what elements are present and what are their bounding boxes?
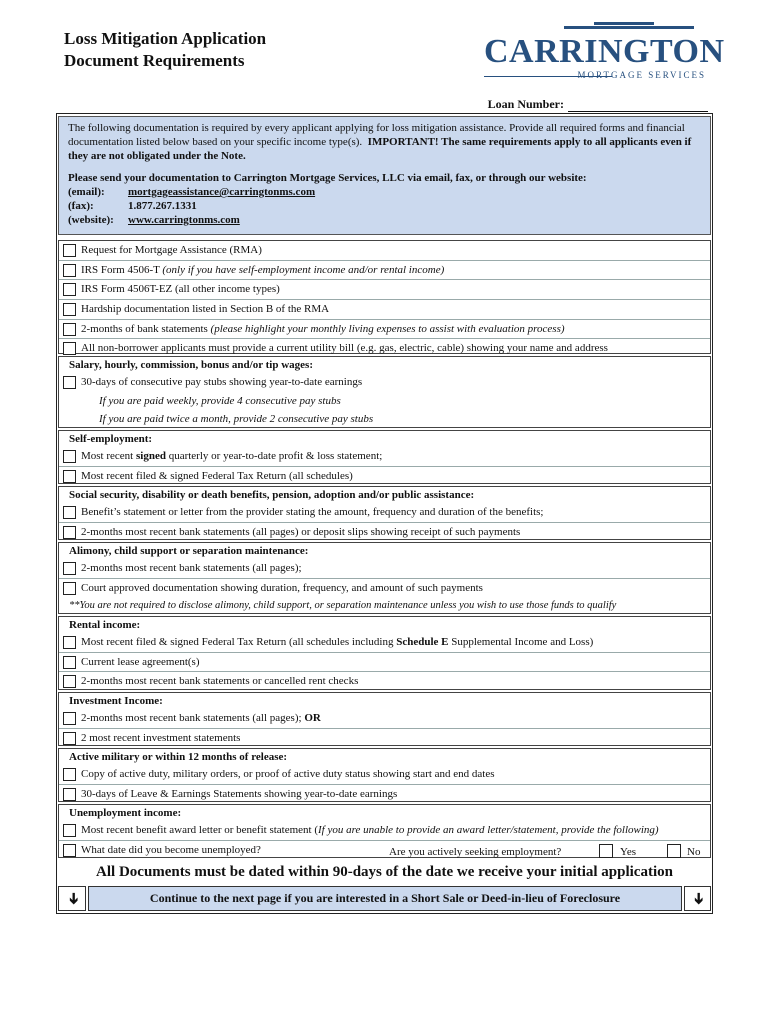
list-item: Current lease agreement(s) [59,653,710,673]
section-header: Rental income: [69,619,141,631]
section-social-security [58,486,711,540]
list-item: Most recent filed & signed Federal Tax Return (all schedules including Schedule E Supplemental Income and Loss) [59,633,710,653]
checkbox[interactable] [63,264,76,277]
carrington-logo [484,26,725,86]
no-checkbox[interactable] [667,844,681,858]
section-unemployment [58,804,711,858]
list-item: 2-months most recent bank statements (all pages) or deposit slips showing receipt of such payments [59,523,710,542]
logo-name: CARRINGTON [484,33,725,70]
checkbox[interactable] [63,712,76,725]
section-military [58,748,711,802]
list-item [59,841,710,860]
list-item: Most recent filed & signed Federal Tax Return (all schedules) [59,467,710,486]
website-label: (website): [68,214,114,226]
loan-number-field[interactable] [568,99,708,112]
checkbox[interactable] [63,844,76,857]
logo-subtitle: MORTGAGE SERVICES [577,70,706,80]
list-item: 2-months most recent bank statements (all pages); [59,559,710,579]
checkbox[interactable] [63,656,76,669]
checkbox[interactable] [63,636,76,649]
list-item: IRS Form 4506T-EZ (all other income types) [59,280,710,300]
section-header: Social security, disability or death benefits, pension, adoption and/or public assistance: [69,489,475,501]
list-item: 30-days of Leave & Earnings Statements showing year-to-date earnings [59,785,710,804]
list-item: 2-months most recent bank statements (all pages); OR [59,709,710,729]
list-item: IRS Form 4506-T (only if you have self-employment income and/or rental income) [59,261,710,281]
list-item: Copy of active duty, military orders, or proof of active duty status showing start and end dates [59,765,710,785]
section-investment [58,692,711,746]
website-link[interactable]: www.carringtonms.com [128,214,240,226]
checkbox[interactable] [63,788,76,801]
section-header: Self-employment: [69,433,153,445]
email-link[interactable]: mortgageassistance@carringtonms.com [128,186,316,198]
checkbox[interactable] [63,562,76,575]
list-item: Hardship documentation listed in Section B of the RMA [59,300,710,320]
list-item: 2 most recent investment statements [59,729,710,748]
list-item: Benefit’s statement or letter from the provider stating the amount, frequency and duration of the benefits; [59,503,710,523]
down-arrow-icon: ➔ [684,886,711,911]
loan-number [488,97,708,112]
checkbox[interactable] [63,283,76,296]
title-line-1: Loss Mitigation Application [64,29,267,48]
checkbox[interactable] [63,244,76,257]
checkbox[interactable] [63,824,76,837]
unemployed-date-question: What date did you become unemployed? [81,843,261,856]
checkbox[interactable] [63,526,76,539]
intro-important: IMPORTANT! The same requirements apply to all applicants even if they are not obligated under the Note. [68,136,692,162]
checkbox[interactable] [63,732,76,745]
checkbox[interactable] [63,506,76,519]
section-header: Alimony, child support or separation maintenance: [69,545,309,557]
section-header: Active military or within 12 months of release: [69,751,288,763]
section-general [58,240,711,354]
title-line-2: Document Requirements [64,51,245,70]
section-self-employment [58,430,711,484]
checkbox[interactable] [63,342,76,355]
section-header: Investment Income: [69,695,163,707]
intro-box [58,116,711,235]
down-arrow-icon: ➔ [58,886,86,911]
section-header: Unemployment income: [69,807,182,819]
alimony-note: **You are not required to disclose alimony, child support, or separation maintenance unless you wish to use those funds to qualify [69,600,617,612]
email-label: (email): [68,186,105,198]
checkbox[interactable] [63,323,76,336]
yes-label: Yes [620,845,637,858]
contact-info [68,185,701,227]
yes-checkbox[interactable] [599,844,613,858]
checkbox[interactable] [63,582,76,595]
list-item: Court approved documentation showing duration, frequency, and amount of such payments [59,579,710,598]
checkbox[interactable] [63,376,76,389]
checkbox[interactable] [63,675,76,688]
section-salary [58,356,711,428]
section-header: Salary, hourly, commission, bonus and/or tip wages: [69,359,313,371]
seeking-employment-question: Are you actively seeking employment? [389,845,562,858]
section-alimony [58,542,711,614]
checkbox[interactable] [63,768,76,781]
list-item: Request for Mortgage Assistance (RMA) [59,241,710,261]
list-item: Most recent signed quarterly or year-to-date profit & loss statement; [59,447,710,467]
list-item: Most recent benefit award letter or benefit statement (If you are unable to provide an award letter/statement, provide the following) [59,821,710,841]
checkbox[interactable] [63,470,76,483]
send-instructions: Please send your documentation to Carrington Mortgage Services, LLC via email, fax, or through our website: [68,172,587,184]
checkbox[interactable] [63,450,76,463]
fax-label: (fax): [68,200,94,212]
no-label: No [687,845,701,858]
intro-text: The following documentation is required by every applicant applying for loss mitigation assistance. Provide all required forms and financial documentation listed below based on your specific income type(s). [68,122,685,148]
sub-note: If you are paid twice a month, provide 2 consecutive pay stubs [99,413,374,426]
section-rental [58,616,711,690]
sub-note: If you are paid weekly, provide 4 consecutive pay stubs [99,394,341,407]
fax-number: 1.877.267.1331 [128,200,197,212]
list-item: 30-days of consecutive pay stubs showing year-to-date earnings [59,373,710,392]
page-title [64,28,266,72]
checkbox[interactable] [63,303,76,316]
list-item: All non-borrower applicants must provide a current utility bill (e.g. gas, electric, cable) showing your name and address [59,339,710,358]
loan-number-label: Loan Number: [487,97,564,111]
list-item: 2-months most recent bank statements or cancelled rent checks [59,672,710,691]
continue-banner: Continue to the next page if you are interested in a Short Sale or Deed-in-lieu of Foreclosure [88,886,682,911]
intro-paragraph [68,121,701,163]
list-item: 2-months of bank statements (please highlight your monthly living expenses to assist with evaluation process) [59,320,710,340]
dated-notice: All Documents must be dated within 90-days of the date we receive your initial application [96,864,673,880]
